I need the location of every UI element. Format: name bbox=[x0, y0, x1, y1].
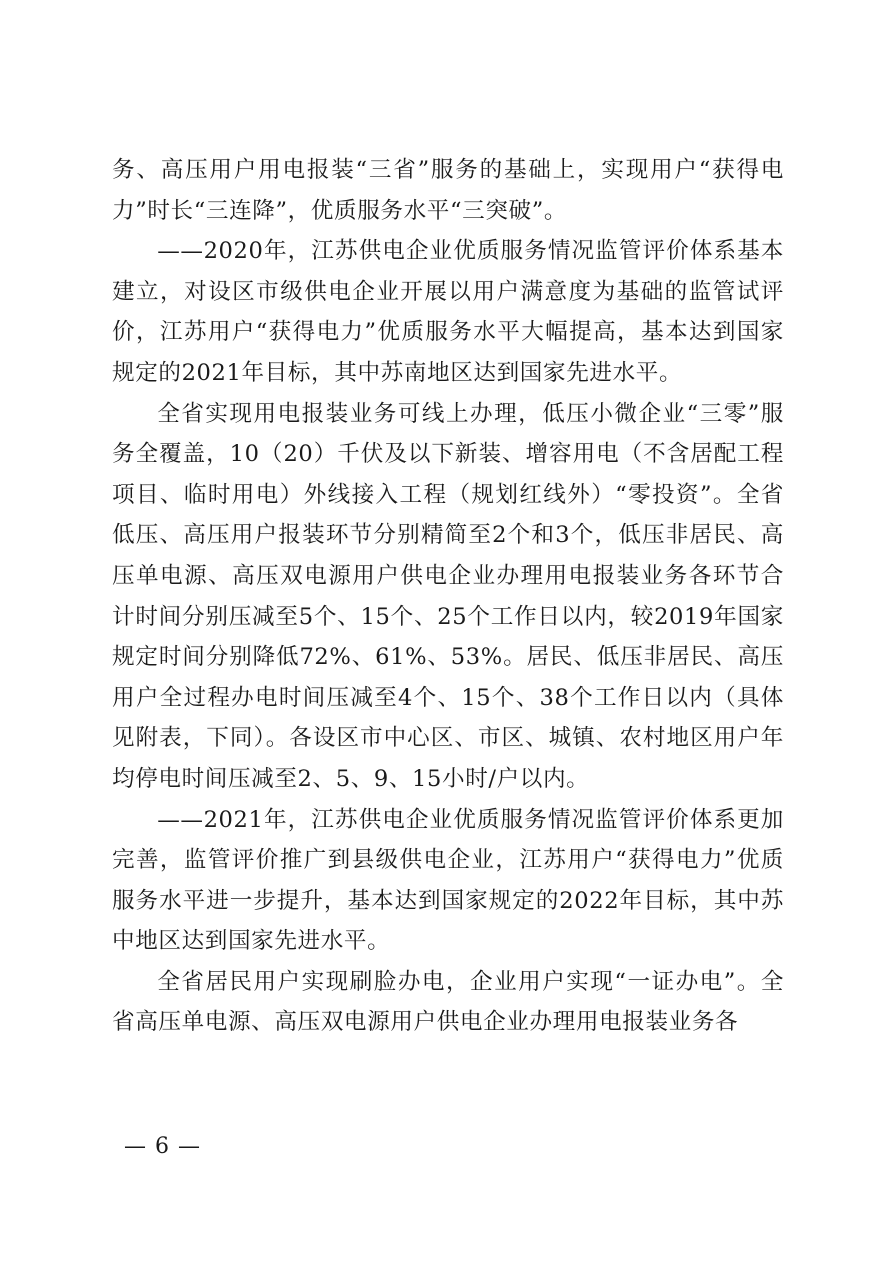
paragraph-2021-goal: ——2021年，江苏供电企业优质服务情况监管评价体系更加完善，监管评价推广到县级供电企业，江苏用户“获得电力”优质服务水平进一步提升，基本达到国家规定的2022年目标，其中苏中地区达到国家先进水平。 bbox=[112, 806, 784, 955]
paragraph-continuation: 务、高压用户用电报装“三省”服务的基础上，实现用户“获得电力”时长“三连降”，优质服务水平“三突破”。 bbox=[112, 157, 784, 224]
paragraph-2020-goal: ——2020年，江苏供电企业优质服务情况监管评价体系基本建立，对设区市级供电企业开展以用户满意度为基础的监管试评价，江苏用户“获得电力”优质服务水平大幅提高，基本达到国家规定的2021年目标，其中苏南地区达到国家先进水平。 bbox=[112, 238, 784, 386]
body-text bbox=[112, 150, 784, 1043]
paragraph-2021-measures: 全省居民用户实现刷脸办电，企业用户实现“一证办电”。全省高压单电源、高压双电源用户供电企业办理用电报装业务各 bbox=[112, 968, 784, 1036]
page-number: — 6 — bbox=[124, 1134, 201, 1159]
paragraph-2020-measures: 全省实现用电报装业务可线上办理，低压小微企业“三零”服务全覆盖，10（20）千伏及以下新装、增容用电（不含居配工程项目、临时用电）外线接入工程（规划红线外）“零投资”。全省低压、高压用户报装环节分别精简至2个和3个，低压非居民、高压单电源、高压双电源用户供电企业办理用电报装业务各环节合计时间分别压减至5个、15个、25个工作日以内，较2019年国家规定时间分别降低72%、61%、53%。居民、低压非居民、高压用户全过程办电时间压减至4个、15个、38个工作日以内（具体见附表，下同）。各设区市中心区、市区、城镇、农村地区用户年均停电时间压减至2、5、9、15小时/户以内。 bbox=[112, 400, 784, 792]
